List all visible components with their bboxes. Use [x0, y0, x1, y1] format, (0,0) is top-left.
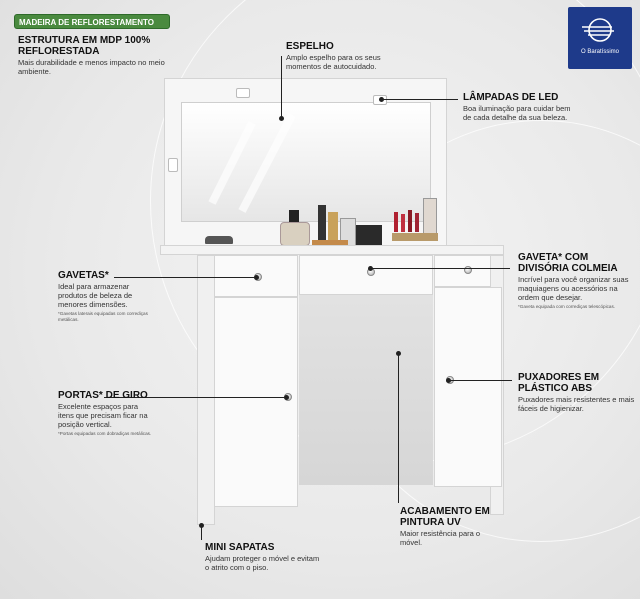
perfume-bottle-icon: [423, 198, 437, 236]
lipstick-icon: [401, 214, 405, 232]
callout-desc: Ideal para armazenar produtos de beleza de menores dimensões.: [58, 282, 133, 309]
callout-title: ACABAMENTO EM PINTURA UV: [400, 506, 490, 528]
leader-dot: [254, 275, 259, 280]
brush-icon: [205, 236, 233, 244]
led-lamp-icon: [236, 88, 250, 98]
callout-espelho: [286, 41, 386, 71]
leader-dot: [396, 351, 401, 356]
logo-swoosh-icon: [568, 7, 632, 49]
callout-desc: Amplo espelho para os seus momentos de autocuidado.: [286, 53, 381, 71]
leader-line: [201, 526, 202, 540]
leader-line: [398, 355, 399, 503]
tabletop: [160, 245, 504, 255]
perfume-bottle-icon: [280, 222, 310, 246]
callout-title: LÂMPADAS DE LED: [463, 92, 559, 103]
palette-icon: [356, 225, 382, 245]
callout-puxadores: [518, 372, 636, 413]
callout-desc: Ajudam proteger o móvel e evitam o atrito com o piso.: [205, 554, 320, 572]
open-niche: [299, 295, 433, 485]
leader-dot: [368, 266, 373, 271]
leader-dot: [284, 395, 289, 400]
tray-icon: [392, 233, 438, 241]
leader-dot: [446, 378, 451, 383]
switch-icon: [168, 158, 178, 172]
perfume-cap-icon: [289, 210, 299, 222]
side-panel-left: [197, 255, 215, 525]
callout-title: GAVETAS*: [58, 270, 109, 281]
callout-portas: [58, 390, 154, 437]
mirror-reflection-icon: [182, 103, 430, 221]
logo-text: O Baratíssimo: [580, 49, 619, 55]
brand-logo: [568, 7, 632, 69]
callout-lampadas: [463, 92, 573, 122]
leader-line: [450, 380, 512, 381]
callout-note: *Portas equipadas com dobradiças metálicas.: [58, 431, 152, 436]
callout-note: *Gaveta equipada com corrediças telescópicas.: [518, 304, 616, 309]
callout-gavetas: [58, 270, 156, 322]
door-right[interactable]: [434, 287, 502, 487]
door-left[interactable]: [214, 297, 298, 507]
callout-title: ESTRUTURA EM MDP 100% REFLORESTADA: [18, 35, 151, 57]
callout-desc: Incrível para você organizar suas maquiagens ou acessórios na ordem que desejar.: [518, 275, 629, 302]
drawer-center[interactable]: [299, 255, 433, 295]
callout-desc: Excelente espaços para itens que precisam ficar na posição vertical.: [58, 402, 148, 429]
callout-title: ESPELHO: [286, 41, 334, 52]
leader-dot: [279, 116, 284, 121]
callout-title: MINI SAPATAS: [205, 542, 275, 553]
leader-dot: [379, 97, 384, 102]
reforestation-badge: MADEIRA DE REFLORESTAMENTO: [14, 14, 170, 29]
callout-desc: Puxadores mais resistentes e mais fáceis de higienizar.: [518, 395, 635, 413]
leader-line: [383, 99, 458, 100]
bottle-icon: [328, 212, 338, 242]
lipstick-icon: [415, 213, 419, 232]
callout-desc: Mais durabilidade e menos impacto no meio ambiente.: [18, 58, 165, 76]
callout-title: GAVETA* COM DIVISÓRIA COLMEIA: [518, 252, 618, 274]
lipstick-icon: [394, 212, 398, 232]
callout-desc: Maior resistência para o móvel.: [400, 529, 481, 547]
callout-title: PORTAS* DE GIRO: [58, 390, 148, 401]
mirror: [181, 102, 431, 222]
callout-note: *Gavetas laterais equipadas com corrediças metálicas.: [58, 311, 148, 322]
leader-dot: [199, 523, 204, 528]
lipstick-icon: [408, 210, 412, 232]
callout-gaveta-colmeia: [518, 252, 636, 310]
callout-sapatas: [205, 542, 323, 572]
callout-title: PUXADORES EM PLÁSTICO ABS: [518, 372, 600, 394]
callout-estrutura: [18, 35, 168, 76]
callout-acabamento: [400, 506, 504, 547]
leader-line: [372, 268, 510, 269]
leader-line: [281, 56, 282, 118]
callout-desc: Boa iluminação para cuidar bem de cada detalhe da sua beleza.: [463, 104, 571, 122]
bottle-icon: [318, 205, 326, 241]
